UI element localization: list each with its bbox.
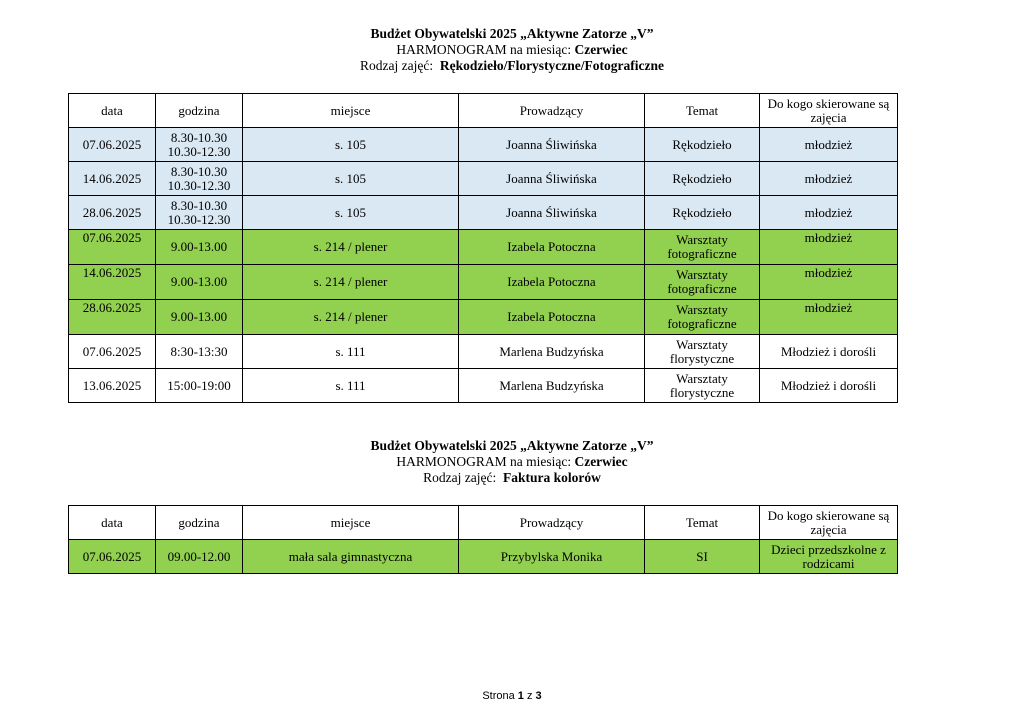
time-slot: 09.00-12.00 [167, 548, 231, 564]
time-slot: 8:30-13:30 [170, 343, 228, 359]
audience-cell: Młodzież i dorośli [760, 335, 898, 369]
place-cell: s. 111 [243, 369, 459, 403]
date-cell: 28.06.2025 [69, 300, 156, 335]
schedule-table-1 [68, 93, 898, 403]
instructor-cell: Izabela Potoczna [459, 230, 645, 265]
section1-title: Budżet Obywatelski 2025 „Aktywne Zatorze „V” [370, 26, 654, 41]
table-row [69, 265, 898, 300]
table-row [69, 300, 898, 335]
place-cell: s. 105 [243, 128, 459, 162]
audience-cell: młodzież [760, 230, 898, 265]
footer-page: 1 [517, 690, 524, 702]
section2-type-prefix: Rodzaj zajęć: [423, 470, 503, 485]
header-data: data [69, 94, 156, 128]
date-cell: 07.06.2025 [69, 540, 156, 574]
time-cell [156, 369, 243, 403]
time-slot: 9.00-13.00 [170, 239, 228, 254]
instructor-cell: Izabela Potoczna [459, 300, 645, 335]
time-cell [156, 162, 243, 196]
time-cell [156, 300, 243, 335]
instructor-cell: Marlena Budzyńska [459, 369, 645, 403]
topic-cell: Warsztaty florystyczne [645, 369, 760, 403]
footer-prefix: Strona [482, 690, 518, 702]
time-cell [156, 230, 243, 265]
table-row [69, 230, 898, 265]
header-miejsce: miejsce [243, 94, 459, 128]
audience-cell: Dzieci przedszkolne z rodzicami [760, 540, 898, 574]
section2-heading [0, 438, 1024, 486]
place-cell: s. 105 [243, 162, 459, 196]
header-godzina: godzina [156, 506, 243, 540]
instructor-cell: Przybylska Monika [459, 540, 645, 574]
place-cell: s. 105 [243, 196, 459, 230]
topic-cell: Rękodzieło [645, 196, 760, 230]
time-slot: 8.30-10.30 [170, 129, 228, 145]
header-godzina: godzina [156, 94, 243, 128]
time-cell [156, 196, 243, 230]
header-miejsce: miejsce [243, 506, 459, 540]
audience-cell: młodzież [760, 128, 898, 162]
time-cell [156, 128, 243, 162]
section2-schedule-prefix: HARMONOGRAM na miesiąc: [396, 454, 575, 469]
time-slot: 8.30-10.30 [170, 197, 228, 213]
section2-month: Czerwiec [574, 454, 628, 469]
header-prowadzacy: Prowadzący [459, 94, 645, 128]
header-temat: Temat [645, 94, 760, 128]
place-cell: s. 214 / plener [243, 265, 459, 300]
section1-type-prefix: Rodzaj zajęć: [359, 58, 440, 73]
header-temat: Temat [645, 506, 760, 540]
time-cell [156, 335, 243, 369]
instructor-cell: Izabela Potoczna [459, 265, 645, 300]
topic-cell: Rękodzieło [645, 162, 760, 196]
date-cell: 14.06.2025 [69, 162, 156, 196]
table-row [69, 540, 898, 574]
topic-cell: Warsztaty florystyczne [645, 335, 760, 369]
section1-heading [0, 26, 1024, 74]
time-slot: 9.00-13.00 [170, 309, 228, 324]
table-row [69, 369, 898, 403]
section1-schedule-prefix: HARMONOGRAM na miesiąc: [396, 42, 575, 57]
time-slot: 10.30-12.30 [167, 211, 231, 227]
audience-cell: młodzież [760, 300, 898, 335]
section2-type: Faktura kolorów [502, 470, 601, 485]
section1-month: Czerwiec [574, 42, 628, 57]
topic-cell: Warsztaty fotograficzne [645, 265, 760, 300]
date-cell: 07.06.2025 [69, 230, 156, 265]
date-cell: 07.06.2025 [69, 335, 156, 369]
section1-type: Rękodzieło/Florystyczne/Fotograficzne [439, 58, 665, 73]
place-cell: mała sala gimnastyczna [243, 540, 459, 574]
header-prowadzacy: Prowadzący [459, 506, 645, 540]
date-cell: 07.06.2025 [69, 128, 156, 162]
topic-cell: SI [645, 540, 760, 574]
instructor-cell: Marlena Budzyńska [459, 335, 645, 369]
time-slot: 10.30-12.30 [167, 143, 231, 159]
table-row [69, 162, 898, 196]
footer-middle: z [523, 690, 536, 702]
time-slot: 8.30-10.30 [170, 163, 228, 179]
footer-total: 3 [535, 690, 542, 702]
page-footer [0, 690, 1024, 702]
time-cell [156, 265, 243, 300]
time-slot: 15:00-19:00 [167, 377, 231, 393]
instructor-cell: Joanna Śliwińska [459, 162, 645, 196]
audience-cell: młodzież [760, 265, 898, 300]
date-cell: 14.06.2025 [69, 265, 156, 300]
table-row [69, 335, 898, 369]
instructor-cell: Joanna Śliwińska [459, 128, 645, 162]
date-cell: 13.06.2025 [69, 369, 156, 403]
header-do-kogo: Do kogo skierowane są zajęcia [760, 94, 898, 128]
audience-cell: młodzież [760, 162, 898, 196]
instructor-cell: Joanna Śliwińska [459, 196, 645, 230]
topic-cell: Warsztaty fotograficzne [645, 300, 760, 335]
date-cell: 28.06.2025 [69, 196, 156, 230]
topic-cell: Rękodzieło [645, 128, 760, 162]
audience-cell: młodzież [760, 196, 898, 230]
table-row [69, 128, 898, 162]
header-do-kogo: Do kogo skierowane są zajęcia [760, 506, 898, 540]
place-cell: s. 214 / plener [243, 230, 459, 265]
schedule-table-2 [68, 505, 898, 574]
topic-cell: Warsztaty fotograficzne [645, 230, 760, 265]
place-cell: s. 214 / plener [243, 300, 459, 335]
place-cell: s. 111 [243, 335, 459, 369]
header-data: data [69, 506, 156, 540]
table-header-row [69, 506, 898, 540]
table-row [69, 196, 898, 230]
time-slot: 10.30-12.30 [167, 177, 231, 193]
time-cell [156, 540, 243, 574]
time-slot: 9.00-13.00 [170, 274, 228, 289]
table-header-row [69, 94, 898, 128]
audience-cell: Młodzież i dorośli [760, 369, 898, 403]
section2-title: Budżet Obywatelski 2025 „Aktywne Zatorze „V” [370, 438, 654, 453]
